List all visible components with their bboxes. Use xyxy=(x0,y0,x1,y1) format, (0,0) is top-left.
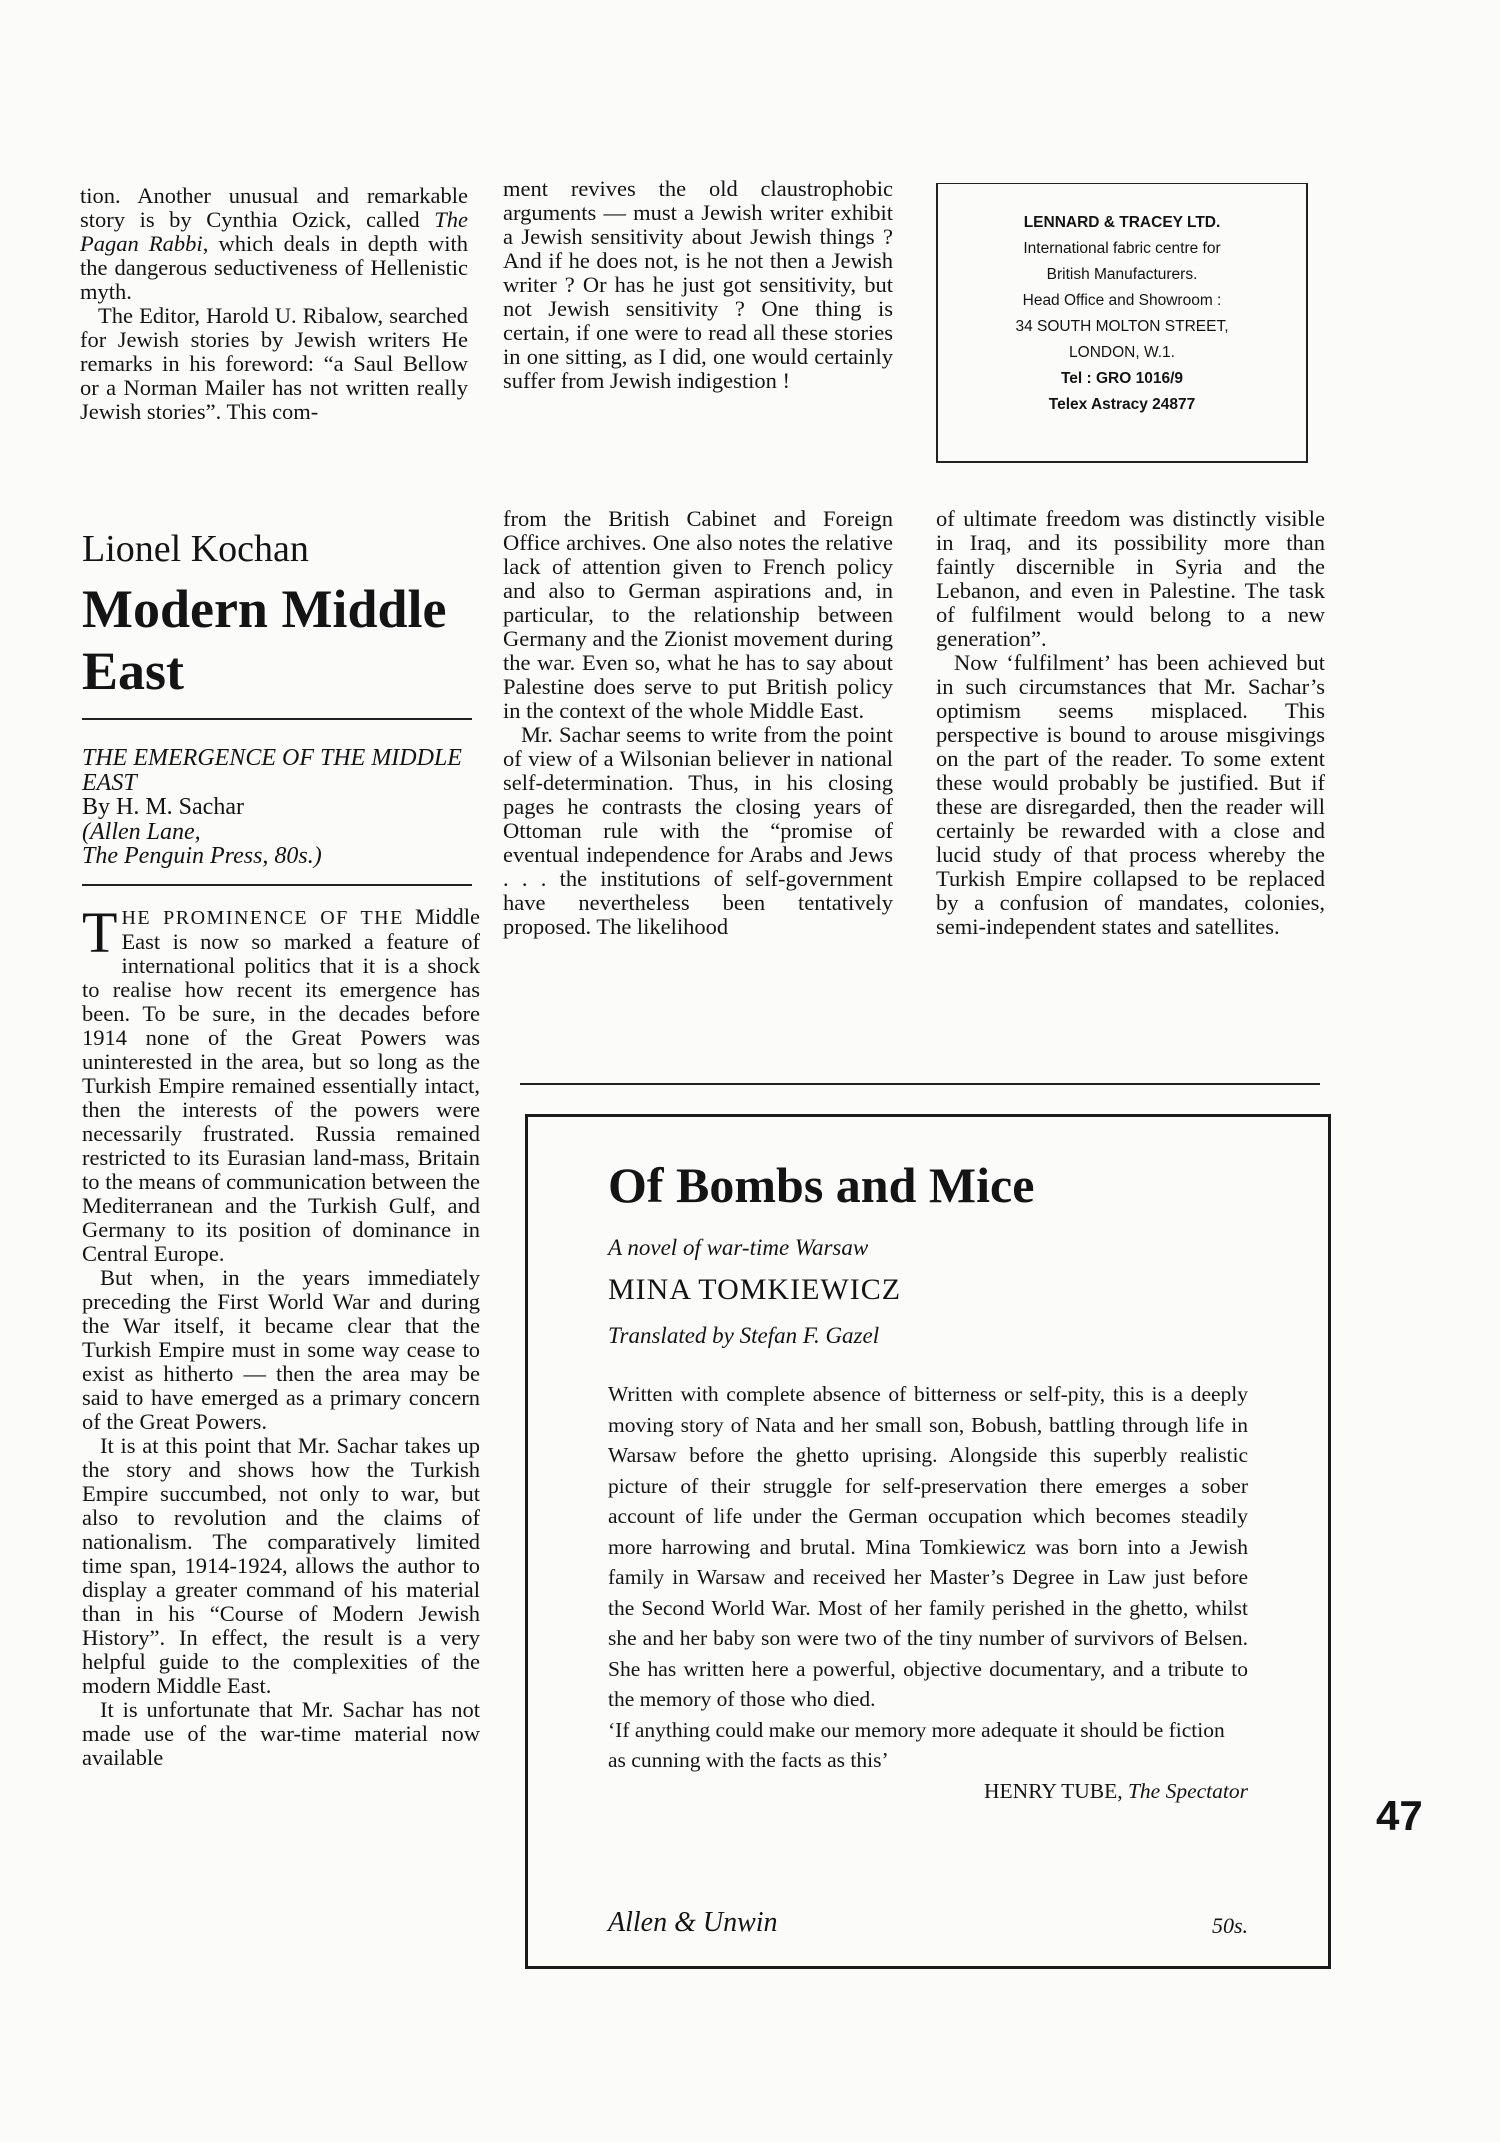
advert-quote-source xyxy=(608,1776,1248,1807)
ribalow-paragraph: The Editor, Harold U. Ribalow, searched for Jewish stories by Jewish writers He remarks in his foreword: “a Saul Bellow or a Norman Mailer has not written really Jewish stories”. This com- xyxy=(80,303,468,424)
review-author: Lionel Kochan xyxy=(82,528,309,570)
top-column-1 xyxy=(80,184,468,424)
book-publisher-price: The Penguin Press, 80s.) xyxy=(82,843,322,869)
review-paragraph-6: Mr. Sachar seems to write from the point of view of a Wilsonian believer in national self-determination. Thus, in his closing pages he contrasts the closing years of Ottoman rule with the “promise of eventual independence for Arabs and Jews . . . the institutions of self-government have nevertheless been tentatively proposed. The likelihood xyxy=(503,722,893,939)
claustrophobic-paragraph: ment revives the old claustrophobic arguments — must a Jewish writer exhibit a Jewish sensitivity about Jewish things ? And if he does not, is he not then a Jewish writer ? Or has he just got sensitivity, but not Jewish sensitivity ? One thing is certain, if one were to read all these stories in one sitting, as I did, one would certainly suffer from Jewish indigestion ! xyxy=(503,176,893,393)
ad-line: Head Office and Showroom : xyxy=(1022,292,1222,309)
opening-small-caps: HE PROMINENCE OF THE xyxy=(121,907,404,929)
advert-content xyxy=(608,1157,1248,1806)
text-span: tion. Another unusual and remarkable story is by Cynthia Ozick, called xyxy=(80,183,468,232)
lennard-tracey-advert xyxy=(936,183,1308,463)
review-paragraph-3: It is at this point that Mr. Sachar takes up the story and shows how the Turkish Empire succumbed, not only to war, but also to revolution and the claims of nationalism. The comparatively limited time span, 1914-1924, allows the author to display a greater command of his material than in his “Course of Modern Jewish History”. In effect, the result is a very helpful guide to the complexities of the modern Middle East. xyxy=(82,1433,480,1698)
advert-publisher: Allen & Unwin xyxy=(608,1907,778,1938)
ad-telephone: Tel : GRO 1016/9 xyxy=(1060,370,1184,387)
top-column-2 xyxy=(503,177,893,393)
divider xyxy=(82,884,472,886)
advert-author: MINA TOMKIEWICZ xyxy=(608,1273,902,1306)
review-paragraph-4: It is unfortunate that Mr. Sachar has not made use of the war-time material now available xyxy=(82,1697,480,1770)
review-paragraph-1 xyxy=(82,900,480,1266)
divider xyxy=(520,1083,1320,1085)
advert-quote: ‘If anything could make our memory more adequate it should be fiction as cunning with the facts as this’ xyxy=(608,1717,1225,1772)
advert-subtitle: A novel of war-time Warsaw xyxy=(608,1235,869,1260)
review-column-1 xyxy=(82,900,480,1770)
story-title: The Pagan Rabbi xyxy=(80,207,468,256)
ad-line: International fabric centre for xyxy=(1023,240,1221,257)
ad-bottom-rule xyxy=(938,461,1306,463)
review-column-3 xyxy=(936,507,1325,939)
ad-address: 34 SOUTH MOLTON STREET, xyxy=(1015,318,1229,335)
ad-address: LONDON, W.1. xyxy=(1069,344,1175,361)
divider xyxy=(82,718,472,720)
review-title: Modern Middle East xyxy=(82,579,447,701)
of-bombs-and-mice-advert xyxy=(525,1114,1331,1969)
book-publisher: (Allen Lane, xyxy=(82,818,201,845)
text-span: Middle East is now so marked a feature of international politics that it is a shock to realise how recent its emergence has been. To be sure, in the decades before 1914 none of the Great Powers was uninterested in the area, but so long as the Turkish Empire remained essentially intact, then the interests of the powers were necessarily frustrated. Russia remained restricted to its Eurasian land-mass, Britain to the means of communication between the Mediterranean and the Turkish Gulf, and Germany to its position of dominance in Central Europe. xyxy=(82,904,480,1266)
advert-title: Of Bombs and Mice xyxy=(608,1157,1035,1213)
drop-cap: T xyxy=(82,900,118,965)
page-number: 47 xyxy=(1376,1792,1423,1839)
book-details xyxy=(82,746,472,869)
advert-description: Written with complete absence of bitterness or self-pity, this is a deeply moving story of Nata and her small son, Bobush, battling through life in Warsaw before the ghetto uprising. Alongside this superbly realistic picture of their struggle for self-preservation there emerges a sober account of life under the German occupation which becomes steadily more harrowing and brutal. Mina Tomkiewicz was born into a Jewish family in Warsaw and received her Master’s Degree in Law just before the Second World War. Most of her family perished in the ghetto, whilst she and her baby son were two of the tiny number of survivors of Belsen. She has written here a powerful, objective documentary, and a tribute to the memory of those who died. xyxy=(608,1382,1248,1711)
book-author: By H. M. Sachar xyxy=(82,794,244,820)
text-span: , which deals in depth with the dangerous seductiveness of Hellenistic myth. xyxy=(80,231,468,304)
cynthia-ozick-paragraph xyxy=(80,184,468,304)
quote-author: HENRY TUBE, xyxy=(984,1778,1128,1803)
ad-line: British Manufacturers. xyxy=(1046,266,1198,283)
ad-telex: Telex Astracy 24877 xyxy=(1048,396,1196,413)
review-paragraph-5: from the British Cabinet and Foreign Office archives. One also notes the relative lack of attention given to French policy and also to German aspirations and, in particular, to the relationship between Germany and the Zionist movement during the war. Even so, what he has to say about Palestine does serve to put British policy in the context of the whole Middle East. xyxy=(503,506,893,723)
advert-body xyxy=(608,1379,1248,1715)
review-paragraph-8: Now ‘fulfilment’ has been achieved but in such circumstances that Mr. Sachar’s optimism seems misplaced. This perspective is bound to arouse misgivings on the part of the reader. To some extent these would probably be justified. But if these are disregarded, then the reader will certainly be rewarded with a close and lucid study of that process whereby the Turkish Empire collapsed to be replaced by a confusion of mandates, colonies, semi-independent states and satellites. xyxy=(936,650,1325,939)
advert-translator: Translated by Stefan F. Gazel xyxy=(608,1323,880,1348)
review-paragraph-2: But when, in the years immediately preceding the First World War and during the War itself, it became clear that the Turkish Empire must in some way cease to exist as hitherto — then the area may be said to have emerged as a primary concern of the Great Powers. xyxy=(82,1265,480,1434)
review-paragraph-7: of ultimate freedom was distinctly visible in Iraq, and its possibility more than faintly discernible in Syria and the Lebanon, and even in Palestine. The task of fulfilment would belong to a new generation”. xyxy=(936,506,1325,651)
advert-price: 50s. xyxy=(1211,1913,1248,1938)
review-column-2 xyxy=(503,507,893,939)
quote-publication: The Spectator xyxy=(1127,1778,1248,1803)
book-title: THE EMERGENCE OF THE MIDDLE EAST xyxy=(82,745,462,796)
company-name: LENNARD & TRACEY LTD. xyxy=(1023,214,1221,231)
